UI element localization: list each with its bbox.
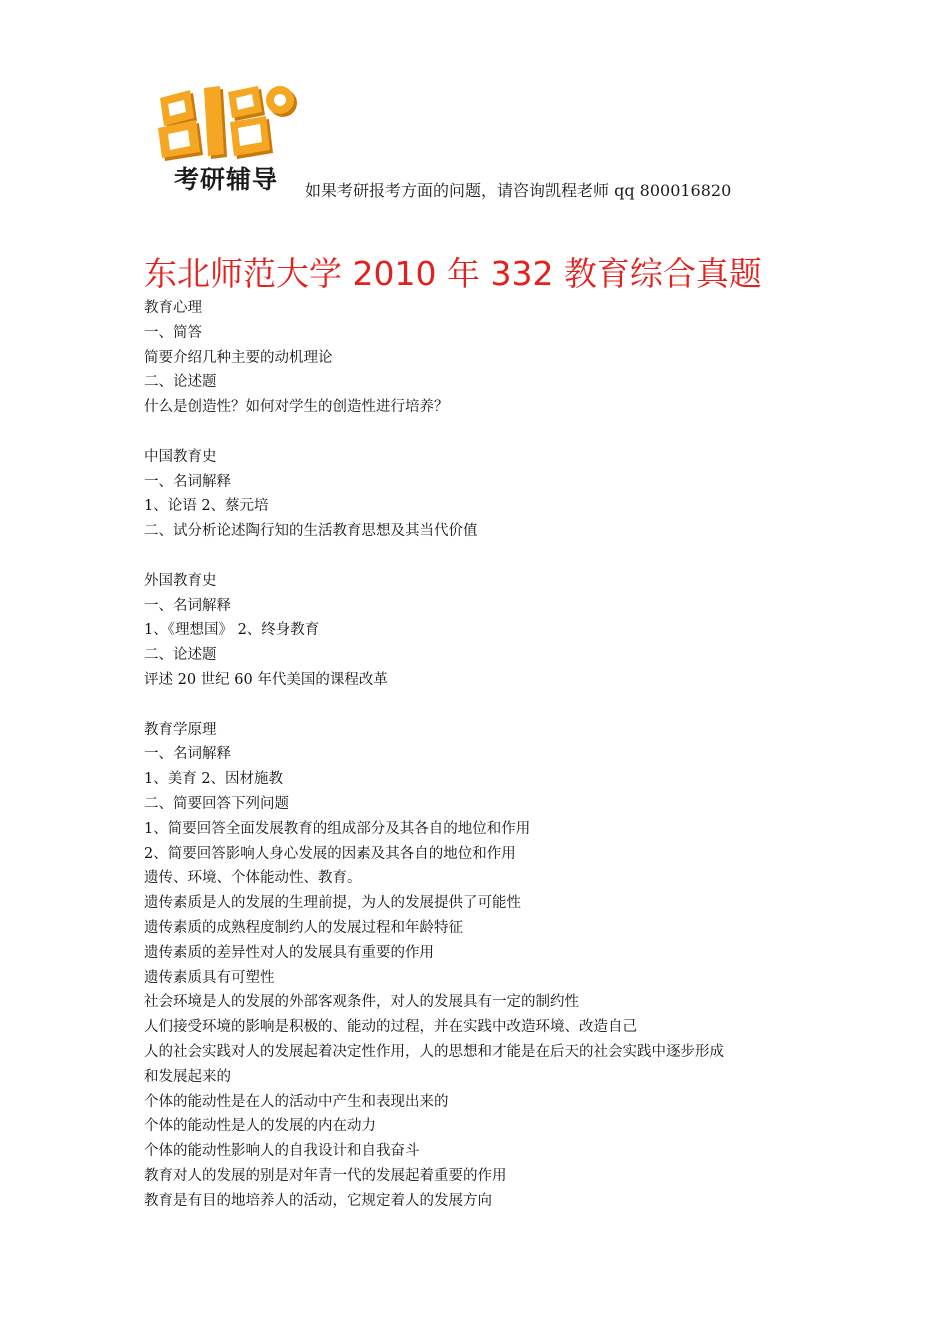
answer-line: 个体的能动性是人的发展的内在动力 [144,1118,376,1135]
question-type: 二、简要回答下列问题 [144,795,289,812]
question-text: 1、论语 2、蔡元培 [144,498,269,515]
question-text: 二、试分析论述陶行知的生活教育思想及其当代价值 [144,523,478,540]
section-spacer [144,544,834,569]
answer-line: 遗传素质的差异性对人的发展具有重要的作用 [144,944,434,961]
section-heading: 外国教育史 [144,572,217,589]
exam-content [144,296,834,1213]
question-type: 二、论述题 [144,374,217,391]
question-text: 1、简要回答全面发展教育的组成部分及其各自的地位和作用 [144,820,531,837]
question-text: 什么是创造性？如何对学生的创造性进行培养？ [144,399,449,416]
section-spacer [144,693,834,718]
section-heading: 教育心理 [144,300,202,316]
question-text: 2、简要回答影响人身心发展的因素及其各自的地位和作用 [144,845,516,862]
section-heading: 中国教育史 [144,448,217,465]
section-heading: 教育学原理 [144,721,217,738]
answer-line: 教育是有目的地培养人的活动，它规定着人的发展方向 [144,1192,492,1209]
answer-line: 个体的能动性影响人的自我设计和自我奋斗 [144,1143,420,1160]
question-text: 简要介绍几种主要的动机理论 [144,349,333,366]
section-spacer [144,420,834,445]
logo-caption: 考研辅导 [173,165,278,194]
question-text: 评述 20 世纪 60 年代美国的课程改革 [144,671,388,688]
question-type: 一、名词解释 [144,746,231,763]
answer-line: 个体的能动性是在人的活动中产生和表现出来的 [144,1093,449,1110]
answer-line: 人的社会实践对人的发展起着决定性作用，人的思想和才能是在后天的社会实践中逐步形成 [144,1043,724,1060]
answer-line: 遗传素质具有可塑性 [144,969,275,986]
kaicheng-logo [150,78,302,196]
question-type: 二、论述题 [144,647,217,664]
question-type: 一、简答 [144,324,202,341]
answer-line: 人们接受环境的影响是积极的、能动的过程，并在实践中改造环境、改造自己 [144,1019,637,1036]
question-type: 一、名词解释 [144,473,231,490]
page-title: 东北师范大学 2010 年 332 教育综合真题 [144,254,762,293]
answer-line: 遗传素质的成熟程度制约人的发展过程和年龄特征 [144,919,463,936]
answer-line: 社会环境是人的发展的外部客观条件，对人的发展具有一定的制约性 [144,994,579,1011]
answer-line: 遗传素质是人的发展的生理前提，为人的发展提供了可能性 [144,895,521,912]
contact-info: 如果考研报考方面的问题，请咨询凯程老师 qq 800016820 [305,181,732,200]
answer-line: 和发展起来的 [144,1068,231,1085]
question-text: 1、美育 2、因材施教 [144,771,284,788]
question-text: 1、《理想国》 2、终身教育 [144,622,320,639]
question-type: 一、名词解释 [144,597,231,614]
answer-line: 教育对人的发展的别是对年青一代的发展起着重要的作用 [144,1167,507,1184]
kaicheng-logo-mark [150,78,302,164]
answer-line: 遗传、环境、个体能动性、教育。 [144,870,362,887]
